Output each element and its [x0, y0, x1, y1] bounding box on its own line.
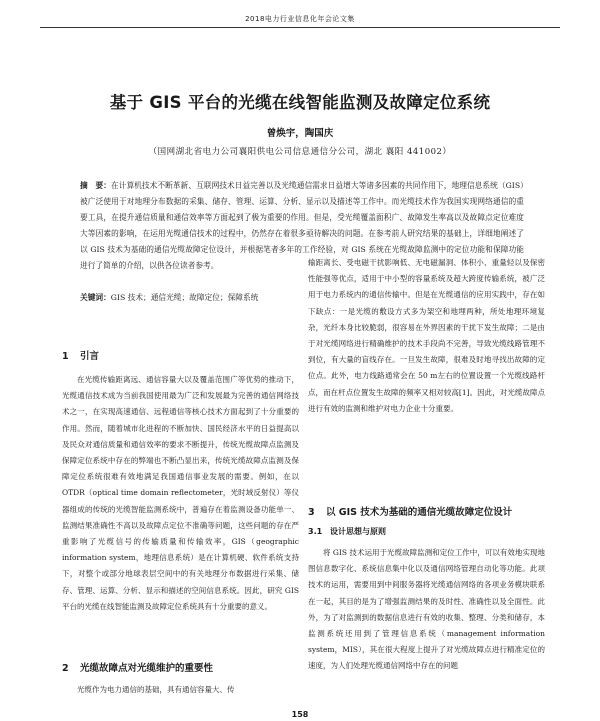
abstract-text: 在计算机技术不断革新、互联网技术日益完善以及光缆通信需求日益增大等诸多因素的共同作用下，地理信息系统（GIS）被广泛使用于对地理分布数据的采集、储存、管理、运算、分析、显示以及描述等工作中。而光缆技术作为我国实现网络通信的重要工具，在提升通信质量和通信效率等方面起到了极为重要的作用。但是，受光缆覆盖面积广、故障发生率高以及故障点定位难度大等因素的影响，在运用光缆通信技术的过程中，仍然存在着很多亟待解决的问题。在参考前人研究结果的基础上，详细地阐述了以 GIS 技术为基础的通信光缆故障定位设计，并根据笔者多年的工作经验，对 GIS 系统在光缆故障监测中的定位功能和保障功能进行了简单的介绍，以供各位读者参考。	[80, 181, 524, 270]
s2-paragraph: 光缆作为电力通信的基础，具有通信容量大、传	[77, 685, 235, 694]
section-title: 光缆故障点对光缆维护的重要性	[80, 663, 214, 674]
section-1-heading	[62, 348, 99, 362]
header-rule	[40, 27, 560, 28]
left-column-intro	[62, 372, 299, 615]
keywords-text: GIS 技术；通信光缆；故障定位；保障系统	[110, 293, 259, 302]
running-head: 2018电力行业信息化年会论文集	[245, 15, 355, 23]
affiliation: （国网湖北省电力公司襄阳供电公司信息通信分公司，湖北 襄阳 441002）	[148, 147, 452, 157]
intro-paragraph: 在光缆传输距离远、通信容量大以及覆盖范围广等优势的推动下，光缆通信技术成为当前我国使用最为广泛和发展最为完善的通信网络技术之一，在实现高速通信、远程通信等核心技术方面起到了十分重要的作用。然而，随着城市化进程的不断加快、国民经济水平的日益提高以及民众对通信质量和通信效率的要求不断提升，传统光缆故障点监测及保障定位系统中存在的弊端也不断凸显出来，传统光缆故障点监测及保障定位系统很难有效地满足我国通信事业发展的需要。例如，在以 OTDR（optical time domain reflectometer，光时域反射仪）等仪器组成的传统的光缆智能监测系统中，普遍存在着监测设备功能单一、监测结果准确性不高以及故障点定位不准确等问题，这些问题的存在严重影响了光缆信号的传输质量和传输效率，GIS（geographic information system，地理信息系统）是在计算机硬、软件系统支持下，对整个或部分地球表层空间中的有关地理分布数据进行采集、储存、管理、运算、分析、显示和描述的空间信息系统。因此，研究 GIS 平台的光缆在线智能监测及故障定位系统具有十分重要的意义。	[62, 375, 299, 611]
paper-title: 基于 GIS 平台的光缆在线智能监测及故障定位系统	[109, 93, 491, 112]
section-2-heading	[62, 660, 213, 674]
section-number: 2	[62, 663, 69, 674]
section-number: 3	[308, 507, 315, 518]
right-column-top	[308, 255, 545, 417]
authors: 曾焕宇，陶国庆	[266, 128, 334, 139]
subsection-number: 3.1	[308, 527, 323, 536]
section-3-heading	[308, 504, 512, 518]
section-title: 以 GIS 技术为基础的通信光缆故障定位设计	[326, 507, 513, 518]
section-title: 引言	[80, 351, 100, 362]
abstract-label: 摘 要：	[80, 181, 111, 190]
page-number: 158	[291, 710, 309, 719]
subsection-3-1-heading	[308, 526, 386, 537]
left-column-s2	[62, 682, 299, 698]
right-column-s31	[308, 545, 545, 675]
continued-paragraph: 输距离长、受电磁干扰影响低、无电磁漏洞、体积小、重量轻以及保密性能强等优点，适用于中小型的容量系统及超大跨度传输系统，被广泛用于电力系统内的通信传输中。但是在光缆通信的应用实践中，存在如下缺点：一是光缆的敷设方式多为架空和地埋两种，所处地理环境复杂，光纤本身比较脆弱，很容易在外界因素的干扰下发生故障；二是由于对光缆网络进行精确维护的技术手段尚不完善，导致光缆线路管理不到位，有大量的盲线存在。一旦发生故障，很难及时地寻找出故障的定位点。此外，电力线路通常会在 50 m左右的位置设置一个光缆线路杆点，而在杆点位置发生故障的频率又相对较高[1]。因此，对光缆故障点进行有效的监测和维护对电力企业十分重要。	[308, 258, 545, 413]
s31-paragraph: 将 GIS 技术运用于光缆故障监测和定位工作中，可以有效地实现地图信息数字化、系统信息集中化以及通信网络管理自动化等功能。此项技术的运用，需要用到中间服务器将光缆通信网络的各项业务模块联系在一起，其目的是为了增强监测结果的及时性、准确性以及全面性。此外，为了对监测到的数据信息进行有效的收集、整理、分类和储存，本监测系统还用到了管理信息系统（management information system，MIS），其在很大程度上提升了对光缆故障点进行精准定位的速度，为人们处理光缆通信网络中存在的问题	[308, 548, 545, 671]
subsection-title: 设计思想与原则	[330, 527, 386, 536]
keywords-label: 关键词：	[80, 293, 111, 302]
section-number: 1	[62, 351, 69, 362]
